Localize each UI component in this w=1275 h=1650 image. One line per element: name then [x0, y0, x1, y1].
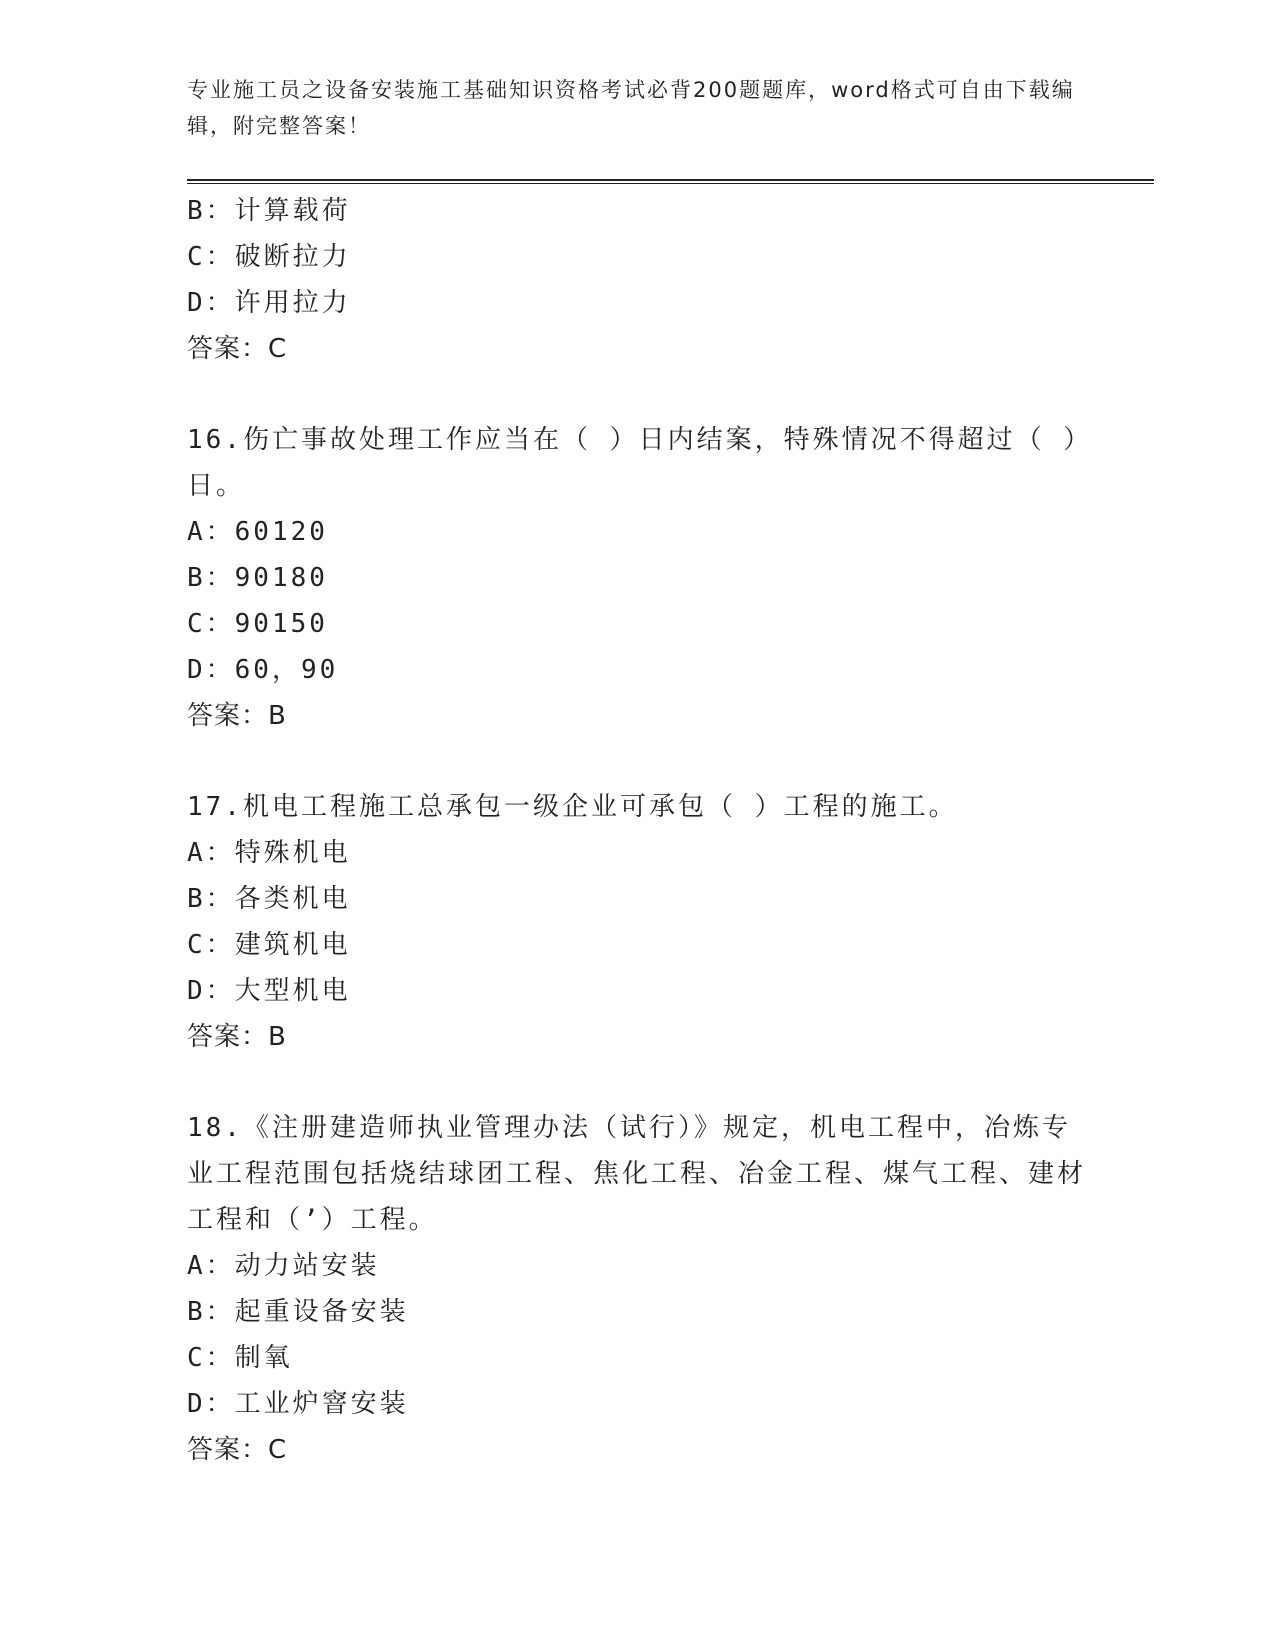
- document-header: [187, 72, 1087, 144]
- option-a: A：特殊机电: [187, 838, 351, 868]
- answer: 答案：C: [187, 334, 288, 364]
- answer: 答案：C: [187, 1435, 288, 1465]
- option-d: D：许用拉力: [187, 288, 351, 318]
- question-16: [187, 417, 1087, 739]
- option-b: B：起重设备安装: [187, 1297, 409, 1327]
- question-18: [187, 1105, 1087, 1473]
- header-divider-thick: [187, 179, 1154, 181]
- option-c: C：制氧: [187, 1343, 293, 1373]
- question-stem: 17.机电工程施工总承包一级企业可承包（ ）工程的施工。: [187, 792, 958, 822]
- question-stem: 18.《注册建造师执业管理办法（试行）》规定，机电工程中，冶炼专业工程范围包括烧结球团工程、焦化工程、冶金工程、煤气工程、建材工程和（’）工程。: [187, 1113, 1087, 1235]
- option-d: D：大型机电: [187, 976, 351, 1006]
- document-title: 专业施工员之设备安装施工基础知识资格考试必背200题题库，word格式可自由下载编辑，附完整答案！: [187, 78, 1075, 138]
- option-c: C：破断拉力: [187, 242, 351, 272]
- option-c: C：建筑机电: [187, 930, 351, 960]
- option-a: A：60120: [187, 517, 328, 547]
- option-b: B：各类机电: [187, 884, 351, 914]
- option-b: B：计算载荷: [187, 196, 351, 226]
- option-b: B：90180: [187, 563, 328, 593]
- continued-question: [187, 188, 1087, 372]
- option-c: C：90150: [187, 609, 328, 639]
- option-d: D：工业炉窨安装: [187, 1389, 409, 1419]
- question-list: [187, 188, 1087, 1473]
- option-d: D：60，90: [187, 655, 339, 685]
- option-a: A：动力站安装: [187, 1251, 380, 1281]
- answer: 答案：B: [187, 1022, 287, 1052]
- question-stem: 16.伤亡事故处理工作应当在（ ）日内结案，特殊情况不得超过（ ）日。: [187, 425, 1080, 501]
- answer: 答案：B: [187, 701, 287, 731]
- question-17: [187, 784, 1087, 1060]
- header-divider-thin: [187, 183, 1154, 184]
